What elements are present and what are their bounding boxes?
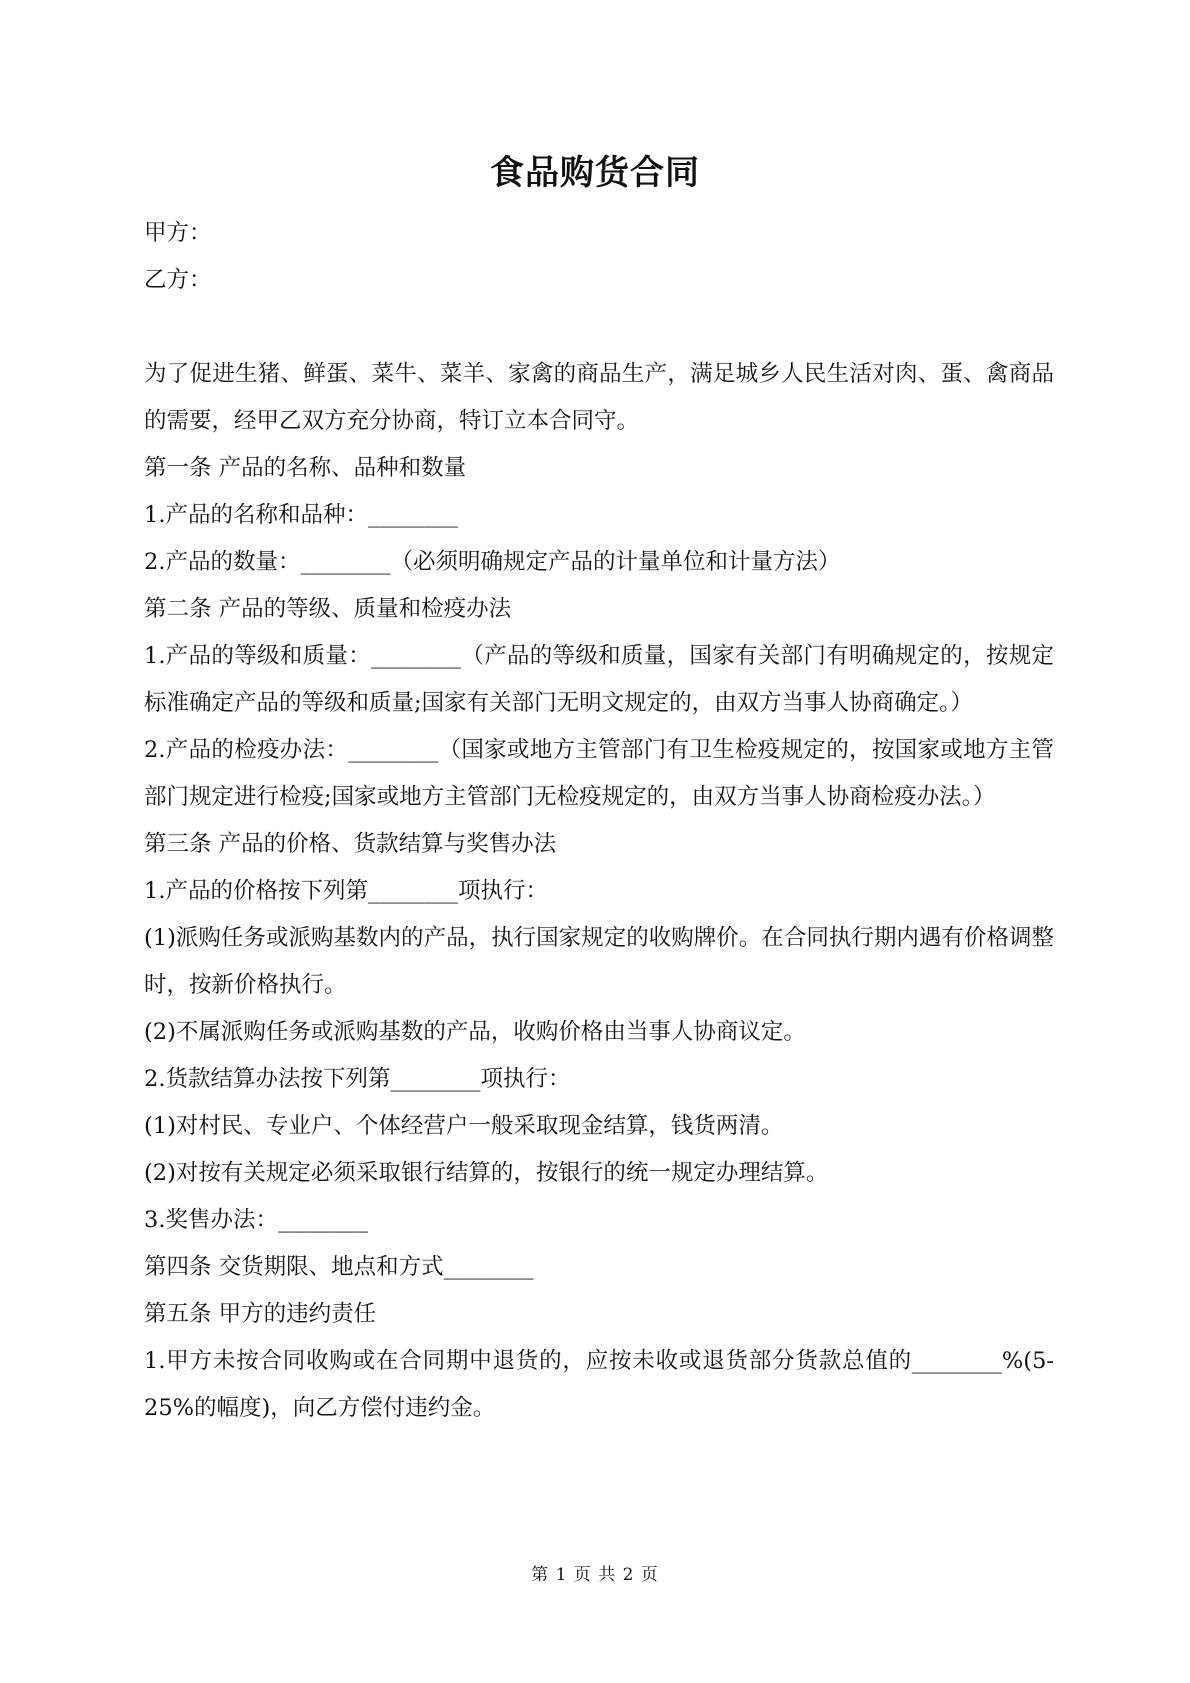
document-title: 食品购货合同 — [490, 153, 700, 193]
article-3-item-2-option-1: (1)对村民、专业户、个体经营户一般采取现金结算，钱货两清。 — [144, 1113, 784, 1139]
article-3-item-1-option-1: (1)派购任务或派购基数内的产品，执行国家规定的收购牌价。在合同执行期内遇有价格调整时，按新价格执行。 — [144, 925, 1054, 998]
article-2-heading: 第二条 产品的等级、质量和检疫办法 — [144, 596, 512, 622]
article-1-heading: 第一条 产品的名称、品种和数量 — [144, 455, 467, 481]
article-2-item-2: 2.产品的检疫办法：________（国家或地方主管部门有卫生检疫规定的，按国家或地方主管部门规定进行检疫;国家或地方主管部门无检疫规定的，由双方当事人协商检疫办法。） — [144, 737, 1054, 810]
page-footer: 第 1 页 共 2 页 — [531, 1565, 659, 1585]
article-3-item-1-option-2: (2)不属派购任务或派购基数的产品，收购价格由当事人协商议定。 — [144, 1019, 806, 1045]
article-3-item-2: 2.货款结算办法按下列第________项执行： — [144, 1066, 571, 1092]
article-1-item-2: 2.产品的数量：________（必须明确规定产品的计量单位和计量方法） — [144, 549, 841, 575]
article-3-item-3: 3.奖售办法：________ — [144, 1207, 368, 1233]
blank-line — [144, 304, 1054, 351]
article-4-heading: 第四条 交货期限、地点和方式________ — [144, 1254, 534, 1280]
article-1-item-1: 1.产品的名称和品种：________ — [144, 502, 458, 528]
party-a-line: 甲方： — [144, 220, 212, 246]
article-2-item-1: 1.产品的等级和质量：________（产品的等级和质量，国家有关部门有明确规定的，按规定标准确定产品的等级和质量;国家有关部门无明文规定的，由双方当事人协商确定。） — [144, 643, 1054, 716]
article-3-heading: 第三条 产品的价格、货款结算与奖售办法 — [144, 831, 557, 857]
document-body — [144, 210, 1054, 1432]
article-3-item-1: 1.产品的价格按下列第________项执行： — [144, 878, 548, 904]
party-b-line: 乙方： — [144, 267, 212, 293]
preamble-paragraph: 为了促进生猪、鲜蛋、菜牛、菜羊、家禽的商品生产，满足城乡人民生活对肉、蛋、禽商品的需要，经甲乙双方充分协商，特订立本合同守。 — [144, 361, 1054, 434]
article-5-item-1: 1.甲方未按合同收购或在合同期中退货的，应按未收或退货部分货款总值的________%(5-25%的幅度)，向乙方偿付违约金。 — [144, 1348, 1054, 1421]
article-5-heading: 第五条 甲方的违约责任 — [144, 1301, 377, 1327]
article-3-item-2-option-2: (2)对按有关规定必须采取银行结算的，按银行的统一规定办理结算。 — [144, 1160, 829, 1186]
